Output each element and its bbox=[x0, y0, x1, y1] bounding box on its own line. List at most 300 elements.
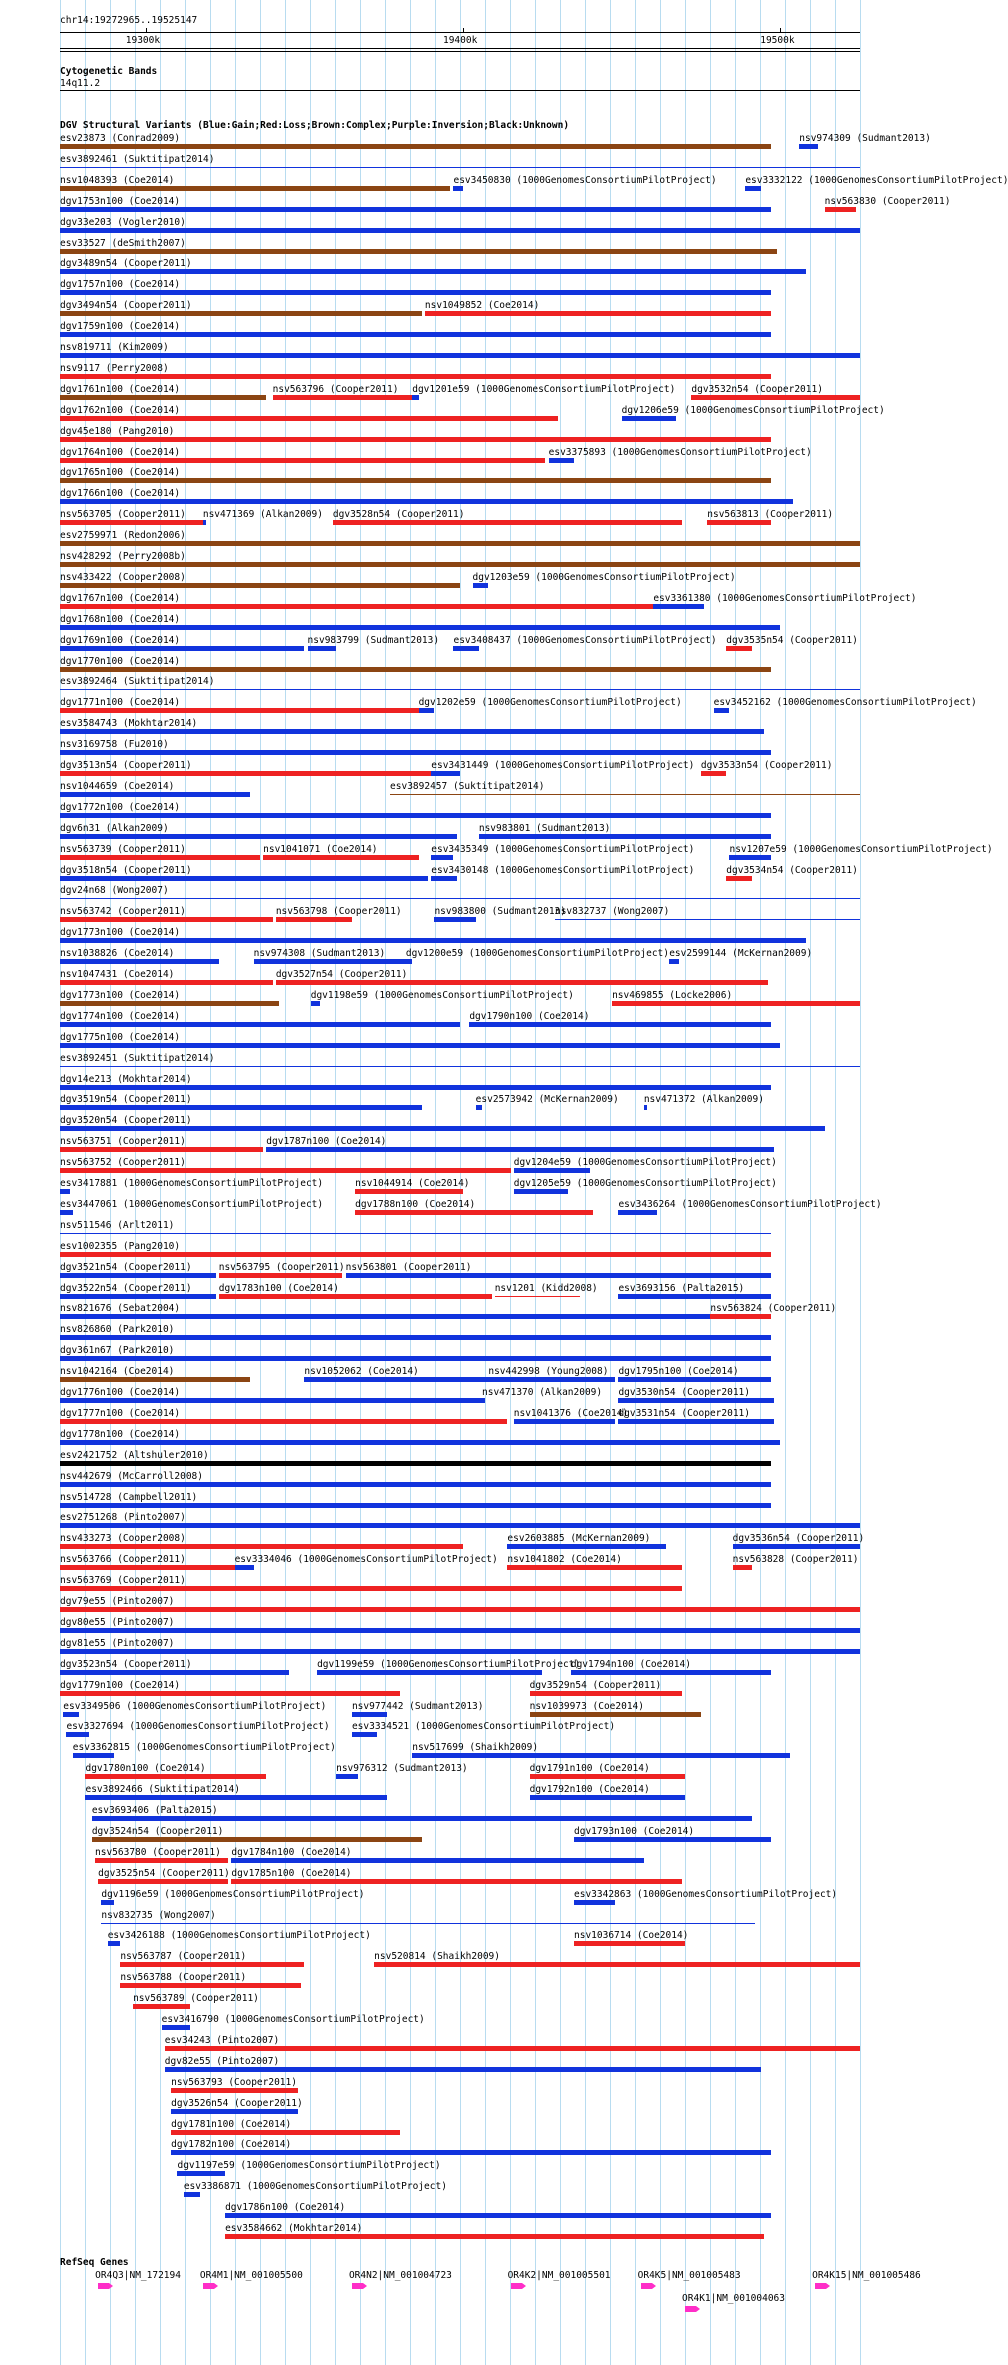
variant-label[interactable]: dgv81e55 (Pinto2007) bbox=[60, 1637, 175, 1649]
variant-label[interactable]: dgv1784n100 (Coe2014) bbox=[231, 1846, 352, 1858]
variant-label[interactable]: esv1002355 (Pang2010) bbox=[60, 1240, 181, 1252]
variant-bar-gain[interactable] bbox=[469, 1022, 770, 1027]
variant-bar-gain[interactable] bbox=[431, 855, 453, 860]
variant-label[interactable]: esv3408437 (1000GenomesConsortiumPilotProject) bbox=[453, 634, 717, 646]
variant-label[interactable]: esv2751268 (Pinto2007) bbox=[60, 1512, 186, 1524]
variant-label[interactable]: nsv1039973 (Coe2014) bbox=[529, 1700, 644, 1712]
variant-bar-gain[interactable] bbox=[336, 1774, 358, 1779]
variant-label[interactable]: dgv1767n100 (Coe2014) bbox=[60, 592, 181, 604]
variant-bar-gain[interactable] bbox=[745, 186, 761, 191]
variant-bar-gain[interactable] bbox=[799, 144, 818, 149]
variant-label[interactable]: nsv517699 (Shaikh2009) bbox=[412, 1742, 539, 1754]
variant-label[interactable]: esv3450830 (1000GenomesConsortiumPilotProject) bbox=[453, 174, 717, 186]
variant-label[interactable]: dgv82e55 (Pinto2007) bbox=[164, 2055, 280, 2067]
variant-bar-gain[interactable] bbox=[171, 2109, 298, 2114]
variant-bar-gain[interactable] bbox=[514, 1419, 616, 1424]
variant-bar-gain[interactable] bbox=[653, 604, 704, 609]
gene-arrow-icon[interactable] bbox=[511, 2283, 522, 2289]
variant-label[interactable]: dgv3519n54 (Cooper2011) bbox=[60, 1094, 192, 1106]
variant-label[interactable]: dgv1775n100 (Coe2014) bbox=[60, 1031, 181, 1043]
variant-label[interactable]: esv2599144 (McKernan2009) bbox=[669, 948, 813, 960]
variant-bar-gain[interactable] bbox=[507, 1544, 666, 1549]
variant-bar-gain[interactable] bbox=[60, 1523, 860, 1528]
variant-bar-loss[interactable] bbox=[133, 2004, 190, 2009]
variant-label[interactable]: dgv3530n54 (Cooper2011) bbox=[618, 1387, 750, 1398]
variant-label[interactable]: nsv428292 (Perry2008b) bbox=[60, 551, 186, 562]
variant-label[interactable]: dgv3535n54 (Cooper2011) bbox=[726, 634, 858, 646]
variant-label[interactable]: nsv1044659 (Coe2014) bbox=[60, 780, 175, 792]
variant-bar-complex[interactable] bbox=[60, 144, 771, 149]
variant-label[interactable]: dgv1795n100 (Coe2014) bbox=[618, 1366, 739, 1378]
variant-bar-loss[interactable] bbox=[231, 1879, 681, 1884]
gene-arrow-icon[interactable] bbox=[203, 2283, 214, 2289]
variant-bar-loss[interactable] bbox=[60, 1419, 507, 1424]
variant-label[interactable]: esv3892461 (Suktitipat2014) bbox=[60, 153, 215, 165]
variant-bar-gain[interactable] bbox=[63, 1712, 79, 1717]
variant-bar-gain[interactable] bbox=[304, 1377, 488, 1382]
variant-label[interactable]: dgv1203e59 (1000GenomesConsortiumPilotProject) bbox=[472, 571, 736, 583]
variant-label[interactable]: esv2603885 (McKernan2009) bbox=[507, 1533, 651, 1545]
variant-bar-gain[interactable] bbox=[60, 1398, 482, 1403]
variant-bar-gain[interactable] bbox=[479, 834, 771, 839]
variant-label[interactable]: nsv563769 (Cooper2011) bbox=[60, 1575, 186, 1587]
variant-label[interactable]: dgv1791n100 (Coe2014) bbox=[529, 1763, 650, 1775]
variant-bar-gain[interactable] bbox=[60, 1314, 710, 1319]
variant-bar-loss[interactable] bbox=[165, 2046, 860, 2051]
variant-label[interactable]: nsv442998 (Young2008) bbox=[488, 1366, 609, 1378]
variant-label[interactable]: nsv1207e59 (1000GenomesConsortiumPilotProject) bbox=[729, 843, 993, 855]
variant-label[interactable]: dgv1199e59 (1000GenomesConsortiumPilotProject) bbox=[317, 1658, 581, 1670]
variant-label[interactable]: dgv33e203 (Vogler2010) bbox=[60, 216, 186, 228]
variant-label[interactable]: dgv1206e59 (1000GenomesConsortiumPilotProject) bbox=[621, 404, 885, 416]
variant-label[interactable]: nsv1036714 (Coe2014) bbox=[574, 1930, 689, 1942]
variant-label[interactable]: dgv45e180 (Pang2010) bbox=[60, 425, 175, 437]
variant-label[interactable]: esv3386871 (1000GenomesConsortiumPilotProject) bbox=[183, 2181, 447, 2193]
variant-label[interactable]: dgv1768n100 (Coe2014) bbox=[60, 613, 181, 625]
variant-label[interactable]: nsv563751 (Cooper2011) bbox=[60, 1136, 186, 1148]
variant-bar-loss[interactable] bbox=[825, 207, 857, 212]
variant-bar-gain[interactable] bbox=[352, 1732, 377, 1737]
variant-bar-complex[interactable] bbox=[60, 186, 450, 191]
variant-bar-gain[interactable] bbox=[714, 708, 730, 713]
variant-label[interactable]: dgv1757n100 (Coe2014) bbox=[60, 279, 181, 291]
variant-bar-gain[interactable] bbox=[644, 1105, 647, 1110]
variant-bar-gain[interactable] bbox=[60, 1210, 73, 1215]
gene-arrow-icon[interactable] bbox=[815, 2283, 826, 2289]
variant-bar-gain[interactable] bbox=[431, 771, 460, 776]
gene-label[interactable]: OR4M1|NM_001005500 bbox=[199, 2270, 303, 2281]
variant-label[interactable]: nsv433273 (Cooper2008) bbox=[60, 1533, 186, 1545]
variant-bar-complex[interactable] bbox=[530, 1712, 701, 1717]
variant-bar-loss[interactable] bbox=[60, 437, 771, 442]
variant-label[interactable]: dgv3523n54 (Cooper2011) bbox=[60, 1658, 192, 1670]
variant-bar-loss[interactable] bbox=[60, 374, 771, 379]
variant-bar-gain[interactable] bbox=[60, 1670, 289, 1675]
variant-label[interactable]: dgv1762n100 (Coe2014) bbox=[60, 404, 181, 416]
variant-bar-loss[interactable] bbox=[120, 1983, 301, 1988]
variant-bar-gain[interactable] bbox=[311, 1001, 321, 1006]
variant-label[interactable]: nsv511546 (Arlt2011) bbox=[60, 1219, 175, 1231]
variant-label[interactable]: dgv3532n54 (Cooper2011) bbox=[691, 383, 823, 395]
variant-bar-loss[interactable] bbox=[60, 1607, 860, 1612]
variant-label[interactable]: dgv1773n100 (Coe2014) bbox=[60, 927, 181, 939]
variant-label[interactable]: nsv471369 (Alkan2009) bbox=[202, 509, 323, 521]
variant-bar-loss[interactable] bbox=[355, 1189, 463, 1194]
variant-bar-gain[interactable] bbox=[60, 1126, 825, 1131]
variant-label[interactable]: nsv983801 (Sudmant2013) bbox=[478, 822, 611, 834]
variant-label[interactable]: esv23873 (Conrad2009) bbox=[60, 133, 181, 144]
variant-label[interactable]: esv3416790 (1000GenomesConsortiumPilotProject) bbox=[161, 2014, 425, 2025]
variant-bar-loss[interactable] bbox=[691, 395, 860, 400]
variant-label[interactable]: dgv1785n100 (Coe2014) bbox=[231, 1867, 352, 1879]
variant-label[interactable]: dgv1786n100 (Coe2014) bbox=[225, 2202, 346, 2214]
variant-bar-loss[interactable] bbox=[425, 311, 771, 316]
variant-bar-gain[interactable] bbox=[618, 1210, 656, 1215]
variant-label[interactable]: nsv1042164 (Coe2014) bbox=[60, 1366, 175, 1378]
variant-label[interactable]: dgv1202e59 (1000GenomesConsortiumPilotProject) bbox=[418, 697, 682, 709]
variant-label[interactable]: dgv1770n100 (Coe2014) bbox=[60, 655, 181, 667]
variant-bar-gain[interactable] bbox=[482, 1398, 485, 1403]
variant-bar-loss[interactable] bbox=[219, 1273, 343, 1278]
variant-bar-gain[interactable] bbox=[453, 186, 463, 191]
variant-bar-gain[interactable] bbox=[165, 2067, 761, 2072]
variant-bar-gain[interactable] bbox=[60, 750, 771, 755]
variant-label[interactable]: esv2421752 (Altshuler2010) bbox=[60, 1449, 209, 1461]
variant-bar-gain[interactable] bbox=[60, 1273, 216, 1278]
variant-label[interactable]: esv3431449 (1000GenomesConsortiumPilotProject) bbox=[431, 760, 695, 771]
variant-bar-gain[interactable] bbox=[101, 1900, 114, 1905]
variant-label[interactable]: esv3332122 (1000GenomesConsortiumPilotProject) bbox=[745, 174, 1008, 186]
variant-bar-loss[interactable] bbox=[60, 416, 558, 421]
variant-label[interactable]: dgv3533n54 (Cooper2011) bbox=[700, 760, 833, 771]
variant-label[interactable]: esv3892451 (Suktitipat2014) bbox=[60, 1052, 215, 1064]
gene-label[interactable]: OR4N2|NM_001004723 bbox=[348, 2270, 452, 2281]
variant-label[interactable]: dgv3531n54 (Cooper2011) bbox=[618, 1407, 750, 1419]
variant-label[interactable]: nsv563705 (Cooper2011) bbox=[60, 509, 186, 521]
variant-label[interactable]: esv3362815 (1000GenomesConsortiumPilotProject) bbox=[72, 1742, 336, 1754]
variant-label[interactable]: nsv832737 (Wong2007) bbox=[554, 906, 670, 918]
variant-label[interactable]: dgv3527n54 (Cooper2011) bbox=[275, 969, 408, 980]
variant-bar-gain[interactable] bbox=[60, 1085, 771, 1090]
variant-bar-gain[interactable] bbox=[108, 1941, 121, 1946]
variant-bar-gain[interactable] bbox=[618, 1419, 773, 1424]
variant-bar-gain[interactable] bbox=[60, 1335, 771, 1340]
variant-bar-gain[interactable] bbox=[60, 207, 771, 212]
variant-bar-loss[interactable] bbox=[707, 520, 770, 525]
variant-bar-gain[interactable] bbox=[73, 1753, 114, 1758]
variant-label[interactable]: dgv3529n54 (Cooper2011) bbox=[529, 1679, 662, 1691]
variant-label[interactable]: dgv3521n54 (Cooper2011) bbox=[60, 1261, 192, 1273]
variant-bar-gain[interactable] bbox=[571, 1670, 771, 1675]
variant-bar-loss[interactable] bbox=[710, 1314, 770, 1319]
variant-bar-loss[interactable] bbox=[60, 980, 273, 985]
variant-label[interactable]: nsv976312 (Sudmant2013) bbox=[336, 1763, 468, 1775]
variant-bar-gain[interactable] bbox=[733, 1544, 860, 1549]
variant-label[interactable]: esv34243 (Pinto2007) bbox=[164, 2034, 280, 2046]
variant-label[interactable]: nsv821676 (Sebat2004) bbox=[60, 1303, 181, 1315]
variant-label[interactable]: esv3436264 (1000GenomesConsortiumPilotProject) bbox=[618, 1198, 882, 1210]
variant-bar-gain[interactable] bbox=[184, 2192, 200, 2197]
variant-bar-loss[interactable] bbox=[171, 2088, 298, 2093]
variant-bar-gain[interactable] bbox=[177, 2171, 225, 2176]
variant-bar-complex[interactable] bbox=[390, 794, 860, 795]
variant-bar-gain[interactable] bbox=[473, 583, 489, 588]
variant-bar-gain[interactable] bbox=[60, 1022, 460, 1027]
gene-label[interactable]: OR4K15|NM_001005486 bbox=[812, 2270, 921, 2281]
variant-bar-gain[interactable] bbox=[60, 1066, 860, 1067]
variant-label[interactable]: nsv563830 (Cooper2011) bbox=[824, 195, 951, 207]
variant-bar-loss[interactable] bbox=[60, 1544, 463, 1549]
variant-bar-gain[interactable] bbox=[431, 876, 456, 881]
variant-label[interactable]: dgv1781n100 (Coe2014) bbox=[171, 2118, 292, 2130]
variant-label[interactable]: dgv24n68 (Wong2007) bbox=[60, 885, 169, 897]
variant-bar-loss[interactable] bbox=[263, 855, 418, 860]
variant-label[interactable]: esv3334521 (1000GenomesConsortiumPilotProject) bbox=[351, 1721, 616, 1733]
variant-label[interactable]: nsv563793 (Cooper2011) bbox=[171, 2076, 297, 2088]
variant-bar-gain[interactable] bbox=[60, 1440, 780, 1445]
variant-label[interactable]: nsv563788 (Cooper2011) bbox=[120, 1972, 247, 1984]
variant-label[interactable]: dgv3525n54 (Cooper2011) bbox=[98, 1867, 230, 1879]
variant-bar-gain[interactable] bbox=[488, 1377, 615, 1382]
variant-bar-complex[interactable] bbox=[92, 1837, 422, 1842]
variant-label[interactable]: dgv1764n100 (Coe2014) bbox=[60, 446, 181, 458]
variant-label[interactable]: nsv1047431 (Coe2014) bbox=[60, 969, 175, 980]
variant-bar-loss[interactable] bbox=[726, 646, 751, 651]
variant-label[interactable]: esv3417881 (1000GenomesConsortiumPilotProject) bbox=[60, 1178, 324, 1189]
variant-bar-gain[interactable] bbox=[60, 646, 304, 651]
variant-bar-complex[interactable] bbox=[60, 395, 266, 400]
variant-bar-gain[interactable] bbox=[60, 499, 793, 504]
variant-bar-complex[interactable] bbox=[60, 1377, 250, 1382]
variant-bar-loss[interactable] bbox=[333, 520, 682, 525]
variant-label[interactable]: nsv563739 (Cooper2011) bbox=[60, 843, 186, 855]
variant-label[interactable]: nsv520814 (Shaikh2009) bbox=[374, 1951, 500, 1963]
variant-label[interactable]: dgv1201e59 (1000GenomesConsortiumPilotProject) bbox=[412, 383, 676, 395]
variant-label[interactable]: nsv563801 (Cooper2011) bbox=[345, 1261, 472, 1273]
variant-label[interactable]: dgv1200e59 (1000GenomesConsortiumPilotProject) bbox=[405, 948, 669, 960]
variant-bar-gain[interactable] bbox=[60, 689, 860, 690]
variant-label[interactable]: dgv1753n100 (Coe2014) bbox=[60, 195, 181, 207]
variant-label[interactable]: dgv1782n100 (Coe2014) bbox=[171, 2139, 292, 2151]
variant-bar-gain[interactable] bbox=[618, 1294, 770, 1299]
variant-label[interactable]: nsv563789 (Cooper2011) bbox=[133, 1993, 259, 2005]
variant-bar-loss[interactable] bbox=[726, 876, 751, 881]
variant-label[interactable]: dgv1771n100 (Coe2014) bbox=[60, 697, 181, 709]
variant-bar-loss[interactable] bbox=[276, 917, 352, 922]
variant-label[interactable]: nsv1052062 (Coe2014) bbox=[304, 1366, 419, 1378]
variant-label[interactable]: dgv79e55 (Pinto2007) bbox=[60, 1596, 175, 1607]
variant-label[interactable]: dgv3520n54 (Cooper2011) bbox=[60, 1115, 192, 1127]
variant-bar-gain[interactable] bbox=[60, 269, 806, 274]
variant-label[interactable]: esv3693406 (Palta2015) bbox=[91, 1805, 218, 1816]
variant-label[interactable]: dgv1779n100 (Coe2014) bbox=[60, 1679, 181, 1691]
variant-label[interactable]: dgv1197e59 (1000GenomesConsortiumPilotProject) bbox=[177, 2160, 441, 2172]
variant-label[interactable]: dgv1777n100 (Coe2014) bbox=[60, 1407, 181, 1419]
variant-label[interactable]: esv33527 (deSmith2007) bbox=[60, 237, 186, 249]
variant-bar-loss[interactable] bbox=[60, 1565, 235, 1570]
gene-arrow-icon[interactable] bbox=[685, 2306, 696, 2312]
variant-bar-gain[interactable] bbox=[60, 729, 764, 734]
variant-label[interactable]: nsv3169758 (Fu2010) bbox=[60, 739, 169, 751]
variant-label[interactable]: esv3430148 (1000GenomesConsortiumPilotProject) bbox=[431, 864, 695, 876]
variant-bar-loss[interactable] bbox=[60, 1586, 682, 1591]
variant-label[interactable]: esv3892466 (Suktitipat2014) bbox=[85, 1784, 240, 1796]
gene-arrow-icon[interactable] bbox=[352, 2283, 363, 2289]
variant-label[interactable]: nsv563813 (Cooper2011) bbox=[707, 509, 834, 521]
variant-label[interactable]: dgv3518n54 (Cooper2011) bbox=[60, 864, 192, 876]
variant-bar-gain[interactable] bbox=[60, 834, 457, 839]
variant-bar-loss[interactable] bbox=[530, 1691, 682, 1696]
variant-label[interactable]: dgv3524n54 (Cooper2011) bbox=[91, 1825, 224, 1837]
variant-label[interactable]: nsv469855 (Locke2006) bbox=[612, 989, 733, 1001]
variant-label[interactable]: dgv3513n54 (Cooper2011) bbox=[60, 760, 192, 771]
variant-label[interactable]: nsv1041802 (Coe2014) bbox=[507, 1554, 622, 1566]
variant-bar-loss[interactable] bbox=[120, 1962, 304, 1967]
variant-bar-complex[interactable] bbox=[60, 583, 460, 588]
variant-label[interactable]: esv3452162 (1000GenomesConsortiumPilotProject) bbox=[713, 697, 977, 709]
variant-bar-gain[interactable] bbox=[434, 917, 475, 922]
variant-label[interactable]: nsv1048393 (Coe2014) bbox=[60, 174, 175, 186]
variant-bar-gain[interactable] bbox=[60, 1503, 771, 1508]
variant-bar-gain[interactable] bbox=[412, 395, 418, 400]
variant-bar-loss[interactable] bbox=[95, 1858, 228, 1863]
variant-bar-gain[interactable] bbox=[60, 1294, 216, 1299]
variant-label[interactable]: dgv1788n100 (Coe2014) bbox=[355, 1198, 476, 1210]
variant-label[interactable]: nsv442679 (McCarroll2008) bbox=[60, 1470, 203, 1482]
variant-bar-loss[interactable] bbox=[574, 1941, 685, 1946]
variant-bar-gain[interactable] bbox=[60, 167, 860, 168]
variant-label[interactable]: nsv563824 (Cooper2011) bbox=[710, 1303, 837, 1315]
variant-label[interactable]: dgv1794n100 (Coe2014) bbox=[570, 1658, 691, 1670]
variant-bar-gain[interactable] bbox=[60, 1233, 771, 1234]
variant-label[interactable]: dgv1204e59 (1000GenomesConsortiumPilotProject) bbox=[513, 1157, 777, 1169]
variant-label[interactable]: dgv1769n100 (Coe2014) bbox=[60, 634, 181, 646]
variant-bar-loss[interactable] bbox=[355, 1210, 593, 1215]
variant-label[interactable]: nsv471370 (Alkan2009) bbox=[482, 1387, 603, 1398]
variant-label[interactable]: esv3342863 (1000GenomesConsortiumPilotProject) bbox=[574, 1888, 838, 1900]
variant-bar-complex[interactable] bbox=[60, 249, 777, 254]
variant-bar-complex[interactable] bbox=[60, 1001, 279, 1006]
variant-bar-complex[interactable] bbox=[60, 541, 860, 546]
variant-bar-gain[interactable] bbox=[60, 290, 771, 295]
variant-label[interactable]: esv3349506 (1000GenomesConsortiumPilotProject) bbox=[63, 1700, 327, 1712]
variant-label[interactable]: nsv563798 (Cooper2011) bbox=[275, 906, 402, 918]
variant-label[interactable]: nsv563780 (Cooper2011) bbox=[95, 1846, 221, 1858]
variant-label[interactable]: dgv1766n100 (Coe2014) bbox=[60, 488, 181, 500]
variant-label[interactable]: esv3435349 (1000GenomesConsortiumPilotProject) bbox=[431, 843, 695, 855]
variant-label[interactable]: dgv1205e59 (1000GenomesConsortiumPilotProject) bbox=[513, 1178, 777, 1189]
variant-bar-gain[interactable] bbox=[60, 1356, 771, 1361]
variant-label[interactable]: esv3327694 (1000GenomesConsortiumPilotProject) bbox=[66, 1721, 330, 1733]
variant-bar-loss[interactable] bbox=[60, 855, 260, 860]
variant-label[interactable]: dgv3536n54 (Cooper2011) bbox=[732, 1533, 865, 1545]
gene-label[interactable]: OR4K2|NM_001005501 bbox=[507, 2270, 611, 2281]
variant-bar-gain[interactable] bbox=[618, 1377, 770, 1382]
variant-bar-gain[interactable] bbox=[419, 708, 435, 713]
variant-bar-gain[interactable] bbox=[352, 1712, 387, 1717]
gene-label[interactable]: OR4Q3|NM_172194 bbox=[95, 2270, 181, 2281]
variant-bar-gain[interactable] bbox=[412, 1753, 790, 1758]
variant-bar-loss[interactable] bbox=[701, 771, 726, 776]
variant-bar-complex[interactable] bbox=[60, 667, 771, 672]
variant-bar-gain[interactable] bbox=[60, 1482, 771, 1487]
variant-label[interactable]: dgv1776n100 (Coe2014) bbox=[60, 1387, 181, 1398]
variant-bar-gain[interactable] bbox=[60, 876, 428, 881]
variant-bar-gain[interactable] bbox=[669, 959, 679, 964]
variant-label[interactable]: dgv1198e59 (1000GenomesConsortiumPilotProject) bbox=[310, 989, 574, 1001]
variant-label[interactable]: dgv3534n54 (Cooper2011) bbox=[726, 864, 858, 876]
variant-bar-gain[interactable] bbox=[729, 855, 770, 860]
variant-label[interactable]: nsv471372 (Alkan2009) bbox=[643, 1094, 764, 1106]
gene-arrow-icon[interactable] bbox=[641, 2283, 652, 2289]
variant-bar-loss[interactable] bbox=[507, 1565, 681, 1570]
variant-label[interactable]: dgv1196e59 (1000GenomesConsortiumPilotProject) bbox=[101, 1888, 365, 1900]
variant-label[interactable]: dgv1772n100 (Coe2014) bbox=[60, 801, 181, 813]
variant-bar-gain[interactable] bbox=[60, 959, 219, 964]
variant-bar-loss[interactable] bbox=[60, 1691, 400, 1696]
variant-bar-gain[interactable] bbox=[85, 1795, 386, 1800]
variant-bar-gain[interactable] bbox=[60, 1105, 422, 1110]
variant-bar-gain[interactable] bbox=[266, 1147, 774, 1152]
variant-bar-loss[interactable] bbox=[171, 2130, 399, 2135]
variant-label[interactable]: dgv1759n100 (Coe2014) bbox=[60, 321, 181, 333]
variant-bar-loss[interactable] bbox=[60, 604, 653, 609]
variant-label[interactable]: dgv1765n100 (Coe2014) bbox=[60, 467, 181, 479]
variant-label[interactable]: esv3426188 (1000GenomesConsortiumPilotProject) bbox=[107, 1930, 371, 1942]
variant-label[interactable]: dgv3522n54 (Cooper2011) bbox=[60, 1282, 192, 1294]
variant-label[interactable]: nsv563787 (Cooper2011) bbox=[120, 1951, 247, 1963]
variant-bar-loss[interactable] bbox=[273, 395, 416, 400]
variant-bar-gain[interactable] bbox=[171, 2150, 771, 2155]
variant-bar-gain[interactable] bbox=[514, 1168, 590, 1173]
variant-label[interactable]: dgv1773n100 (Coe2014) bbox=[60, 989, 181, 1001]
variant-label[interactable]: nsv514728 (Campbell2011) bbox=[60, 1491, 198, 1503]
variant-bar-complex[interactable] bbox=[60, 311, 422, 316]
variant-bar-gain[interactable] bbox=[555, 919, 860, 920]
variant-bar-loss[interactable] bbox=[60, 1147, 263, 1152]
variant-bar-gain[interactable] bbox=[549, 458, 574, 463]
variant-bar-unknown[interactable] bbox=[60, 1461, 771, 1466]
variant-bar-loss[interactable] bbox=[60, 771, 431, 776]
variant-bar-gain[interactable] bbox=[514, 1189, 568, 1194]
variant-label[interactable]: nsv977442 (Sudmant2013) bbox=[351, 1700, 484, 1712]
variant-bar-gain[interactable] bbox=[60, 353, 860, 358]
variant-bar-gain[interactable] bbox=[60, 792, 250, 797]
variant-bar-loss[interactable] bbox=[60, 708, 419, 713]
variant-bar-gain[interactable] bbox=[346, 1273, 771, 1278]
variant-label[interactable]: nsv974309 (Sudmant2013) bbox=[799, 133, 931, 144]
variant-label[interactable]: nsv1201 (Kidd2008) bbox=[494, 1282, 598, 1294]
variant-bar-gain[interactable] bbox=[92, 1816, 752, 1821]
variant-bar-gain[interactable] bbox=[574, 1837, 771, 1842]
variant-bar-loss[interactable] bbox=[733, 1565, 752, 1570]
variant-label[interactable]: nsv819711 (Kim2009) bbox=[60, 342, 169, 353]
variant-label[interactable]: nsv563752 (Cooper2011) bbox=[60, 1157, 186, 1169]
variant-label[interactable]: dgv1792n100 (Coe2014) bbox=[529, 1784, 650, 1796]
variant-label[interactable]: nsv1044914 (Coe2014) bbox=[355, 1178, 470, 1189]
variant-label[interactable]: esv3892464 (Suktitipat2014) bbox=[60, 676, 215, 688]
variant-bar-gain[interactable] bbox=[60, 332, 771, 337]
variant-bar-gain[interactable] bbox=[476, 1105, 482, 1110]
variant-label[interactable]: dgv3528n54 (Cooper2011) bbox=[332, 509, 465, 521]
variant-label[interactable]: dgv3494n54 (Cooper2011) bbox=[60, 300, 192, 312]
variant-label[interactable]: esv3375893 (1000GenomesConsortiumPilotProject) bbox=[548, 446, 812, 458]
variant-label[interactable]: nsv1041071 (Coe2014) bbox=[263, 843, 378, 855]
variant-bar-gain[interactable] bbox=[60, 898, 860, 899]
variant-label[interactable]: nsv983800 (Sudmant2013) bbox=[434, 906, 566, 918]
variant-bar-gain[interactable] bbox=[60, 1628, 860, 1633]
variant-label[interactable]: nsv1049852 (Coe2014) bbox=[424, 300, 540, 312]
